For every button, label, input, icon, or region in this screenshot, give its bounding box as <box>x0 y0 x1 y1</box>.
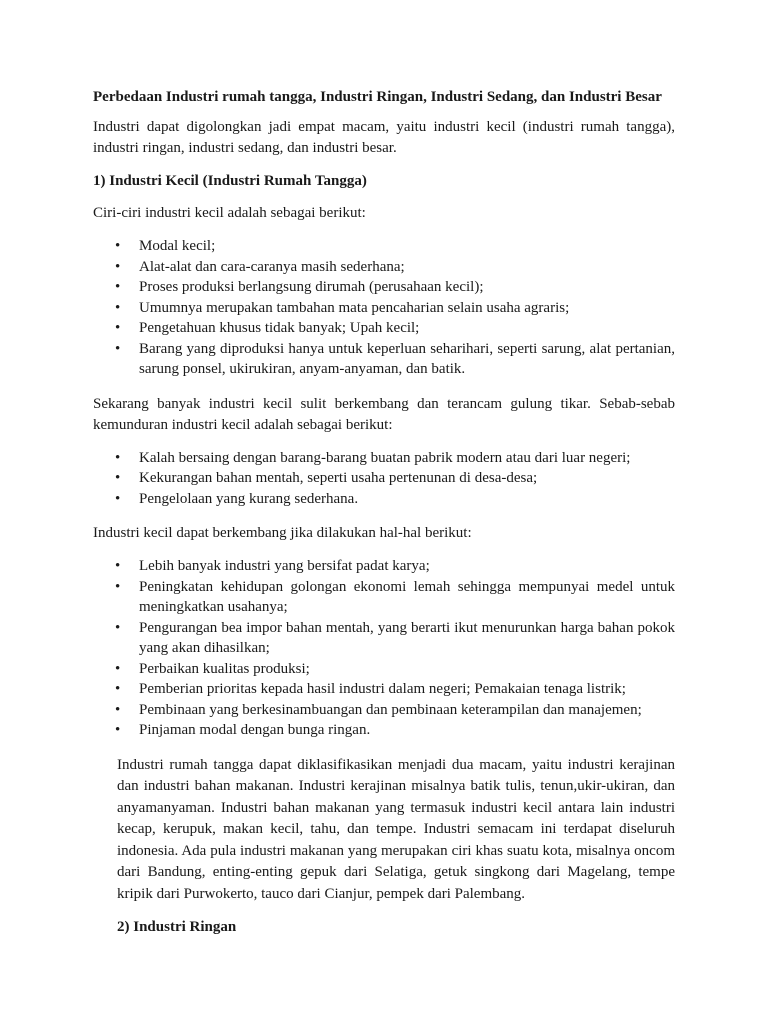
list-item: • Kalah bersaing dengan barang-barang buatan pabrik modern atau dari luar negeri; <box>93 448 675 469</box>
intro-paragraph: Industri dapat digolongkan jadi empat macam, yaitu industri kecil (industri rumah tangga), industri ringan, industri sedang, dan industri besar. <box>93 119 675 156</box>
ciri-intro-paragraph: Ciri-ciri industri kecil adalah sebagai berikut: <box>93 205 366 221</box>
bullet-icon: • <box>115 681 121 697</box>
section-heading-industri-kecil: 1) Industri Kecil (Industri Rumah Tangga) <box>93 173 367 189</box>
bullet-icon: • <box>115 701 121 718</box>
bullet-icon: • <box>115 238 121 254</box>
bullet-icon: • <box>115 258 121 275</box>
decline-list <box>93 448 675 510</box>
list-item: • Peningkatan kehidupan golongan ekonomi lemah sehingga mempunyai medel untuk meningkatkan usahanya; <box>115 578 675 615</box>
list-item: • Umumnya merupakan tambahan mata pencaharian selain usaha agraris; <box>93 298 675 319</box>
ciri-list <box>93 236 675 380</box>
list-item: • Pengetahuan khusus tidak banyak; Upah kecil; <box>93 318 675 339</box>
bullet-icon: • <box>115 470 121 486</box>
bullet-icon: • <box>115 578 121 595</box>
bullet-icon: • <box>115 558 121 574</box>
list-item: • Perbaikan kualitas produksi; <box>93 659 675 680</box>
document-title: Perbedaan Industri rumah tangga, Industri Ringan, Industri Sedang, dan Industri Besar <box>93 89 662 105</box>
list-item: • Pemberian prioritas kepada hasil industri dalam negeri; Pemakaian tenaga listrik; <box>93 679 675 700</box>
develop-intro-paragraph: Industri kecil dapat berkembang jika dilakukan hal-hal berikut: <box>93 525 472 541</box>
decline-intro-paragraph: Sekarang banyak industri kecil sulit berkembang dan terancam gulung tikar. Sebab-sebab kemunduran industri kecil adalah sebagai berikut: <box>93 395 675 433</box>
bullet-icon: • <box>115 340 121 357</box>
bullet-icon: • <box>115 320 121 336</box>
list-item: • Kekurangan bahan mentah, seperti usaha pertenunan di desa-desa; <box>93 468 675 489</box>
document-page <box>93 87 675 949</box>
list-item: • Pengurangan bea impor bahan mentah, yang berarti ikut menurunkan harga bahan pokok yang akan dihasilkan; <box>115 619 675 656</box>
bullet-icon: • <box>115 449 121 466</box>
develop-list <box>93 556 675 741</box>
bullet-icon: • <box>115 660 121 677</box>
bullet-icon: • <box>115 299 121 316</box>
bullet-icon: • <box>115 279 121 295</box>
closing-paragraph: Industri rumah tangga dapat diklasifikasikan menjadi dua macam, yaitu industri kerajinan dan industri bahan makanan. Industri kerajinan misalnya batik tulis, tenun,ukir-ukiran, dan anyamanyaman. Industri bahan makanan yang termasuk industri kecil antara lain industri kecap, kerupuk, makan kecil, tahu, dan tempe. Industri semacam ini terdapat diseluruh indonesia. Ada pula industri makanan yang merupakan ciri khas suatu kota, misalnya oncom dari Bandung, enting-enting gepuk dari Selatiga, getuk singkong dari Magelang, tempe kripik dari Purwokerto, tauco dari Cianjur, pempek dari Palembang. <box>117 756 675 902</box>
list-item: • Pembinaan yang berkesinambuangan dan pembinaan keterampilan dan manajemen; <box>93 700 675 721</box>
list-item: • Pengelolaan yang kurang sederhana. <box>93 489 675 510</box>
list-item: • Alat-alat dan cara-caranya masih sederhana; <box>93 257 675 278</box>
bullet-icon: • <box>115 619 121 636</box>
bullet-icon: • <box>115 490 121 507</box>
list-item: • Pinjaman modal dengan bunga ringan. <box>93 720 675 741</box>
list-item: • Proses produksi berlangsung dirumah (perusahaan kecil); <box>93 277 675 298</box>
section-heading-industri-ringan: 2) Industri Ringan <box>117 919 237 935</box>
list-item: • Barang yang diproduksi hanya untuk keperluan seharihari, seperti sarung, alat pertanian, sarung ponsel, ukirukiran, anyam-anyaman, dan batik. <box>115 340 675 377</box>
list-item: • Modal kecil; <box>93 236 675 257</box>
list-item: • Lebih banyak industri yang bersifat padat karya; <box>93 556 675 577</box>
bullet-icon: • <box>115 722 121 738</box>
